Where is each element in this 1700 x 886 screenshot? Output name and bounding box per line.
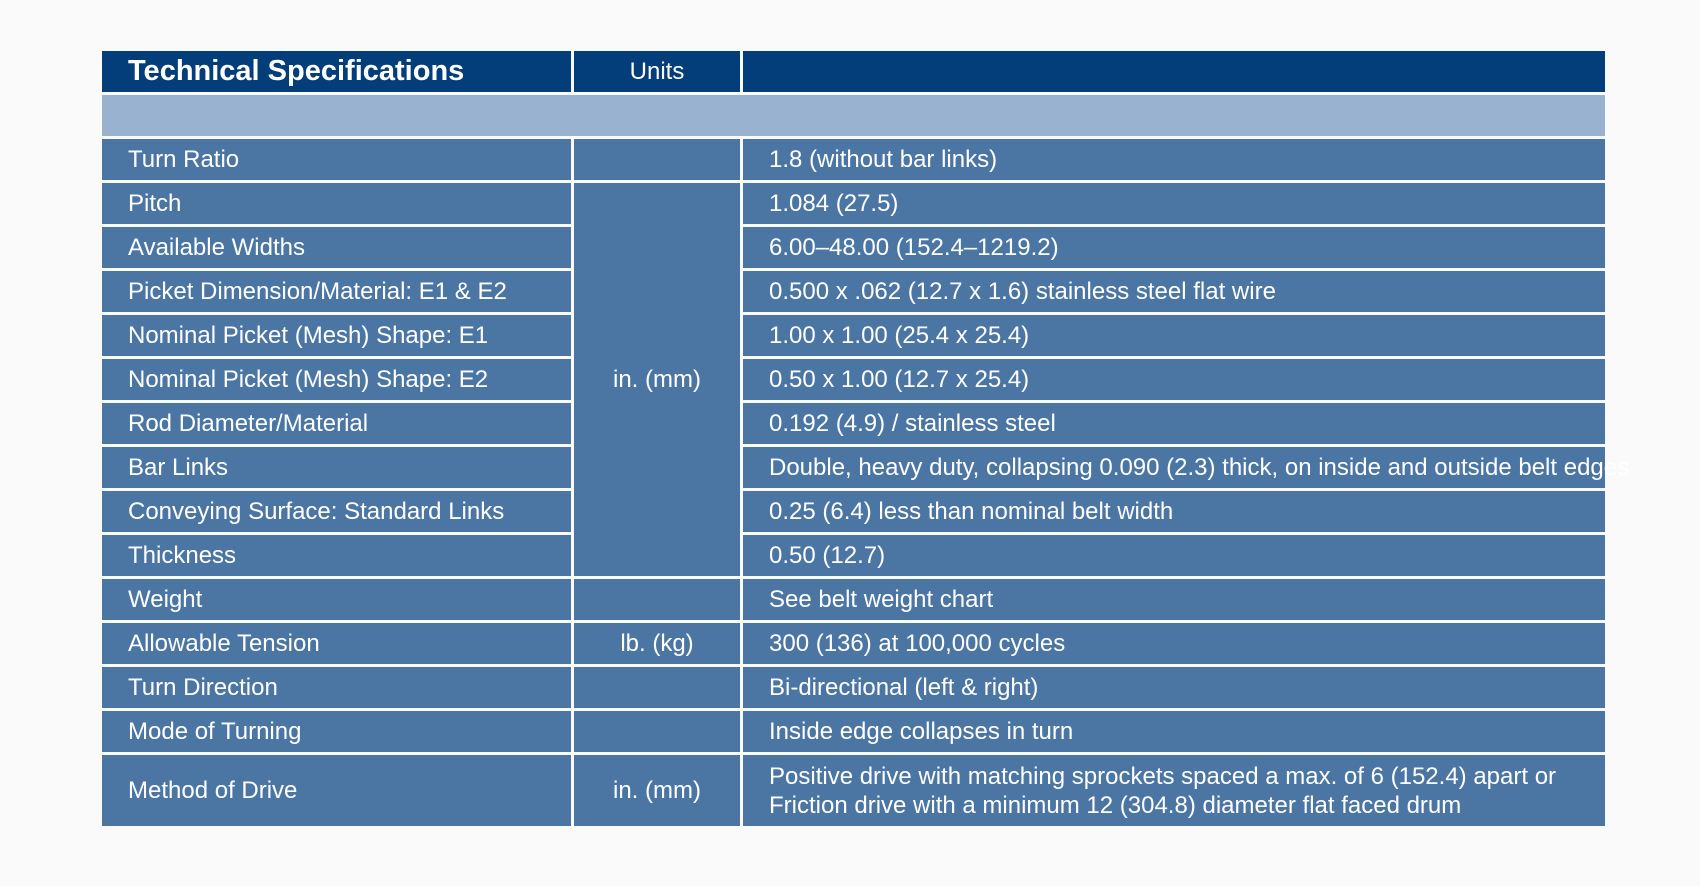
spec-value: 0.192 (4.9) / stainless steel xyxy=(743,403,1605,444)
spec-value: Bi-directional (left & right) xyxy=(743,667,1605,708)
spec-name: Conveying Surface: Standard Links xyxy=(102,491,571,532)
table-row xyxy=(102,623,1605,664)
table-row xyxy=(102,491,1605,532)
spec-unit: lb. (kg) xyxy=(574,623,740,664)
spec-value: Double, heavy duty, collapsing 0.090 (2.3) thick, on inside and outside belt edges xyxy=(743,447,1605,488)
table-row xyxy=(102,403,1605,444)
spec-value: 300 (136) at 100,000 cycles xyxy=(743,623,1605,664)
table-row xyxy=(102,755,1605,826)
spec-name: Pitch xyxy=(102,183,571,224)
spec-value: 1.00 x 1.00 (25.4 x 25.4) xyxy=(743,315,1605,356)
table-row xyxy=(102,227,1605,268)
spec-name: Bar Links xyxy=(102,447,571,488)
spec-value: 6.00–48.00 (152.4–1219.2) xyxy=(743,227,1605,268)
spec-name: Rod Diameter/Material xyxy=(102,403,571,444)
table-row xyxy=(102,315,1605,356)
table-row xyxy=(102,535,1605,576)
spec-name: Nominal Picket (Mesh) Shape: E2 xyxy=(102,359,571,400)
spec-unit: in. (mm) xyxy=(574,755,740,826)
spec-value-line: Friction drive with a minimum 12 (304.8) diameter flat faced drum xyxy=(769,791,1462,819)
table-row xyxy=(102,183,1605,224)
spec-value xyxy=(743,755,1605,826)
table-row xyxy=(102,271,1605,312)
value-column-header xyxy=(743,51,1605,92)
spec-value: See belt weight chart xyxy=(743,579,1605,620)
technical-specifications-table xyxy=(99,48,1630,829)
spec-value: 0.500 x .062 (12.7 x 1.6) stainless steel flat wire xyxy=(743,271,1605,312)
spec-name: Method of Drive xyxy=(102,755,571,826)
spacer-band xyxy=(102,95,1605,136)
spec-unit xyxy=(574,139,740,180)
spec-name: Thickness xyxy=(102,535,571,576)
spec-name: Nominal Picket (Mesh) Shape: E1 xyxy=(102,315,571,356)
spec-name: Allowable Tension xyxy=(102,623,571,664)
spec-value: 1.8 (without bar links) xyxy=(743,139,1605,180)
table-title: Technical Specifications xyxy=(102,51,571,92)
spec-value: Inside edge collapses in turn xyxy=(743,711,1605,752)
spec-name: Picket Dimension/Material: E1 & E2 xyxy=(102,271,571,312)
spec-unit xyxy=(574,579,740,620)
spec-name: Available Widths xyxy=(102,227,571,268)
spec-unit xyxy=(574,667,740,708)
spec-value-line: Positive drive with matching sprockets spaced a max. of 6 (152.4) apart or xyxy=(769,762,1557,790)
table-row xyxy=(102,711,1605,752)
spec-value: 0.50 (12.7) xyxy=(743,535,1605,576)
spec-name: Weight xyxy=(102,579,571,620)
spec-name: Turn Ratio xyxy=(102,139,571,180)
table-row xyxy=(102,667,1605,708)
table-row xyxy=(102,447,1605,488)
spec-value: 1.084 (27.5) xyxy=(743,183,1605,224)
spec-value: 0.50 x 1.00 (12.7 x 25.4) xyxy=(743,359,1605,400)
spacer-band-row xyxy=(102,95,1605,136)
spec-value: 0.25 (6.4) less than nominal belt width xyxy=(743,491,1605,532)
spec-name: Mode of Turning xyxy=(102,711,571,752)
table-row xyxy=(102,579,1605,620)
table-row xyxy=(102,359,1605,400)
table-row xyxy=(102,139,1605,180)
spec-unit xyxy=(574,711,740,752)
table-header-row xyxy=(102,51,1605,92)
spec-name: Turn Direction xyxy=(102,667,571,708)
units-column-header: Units xyxy=(574,51,740,92)
spec-unit: in. (mm) xyxy=(574,183,740,576)
